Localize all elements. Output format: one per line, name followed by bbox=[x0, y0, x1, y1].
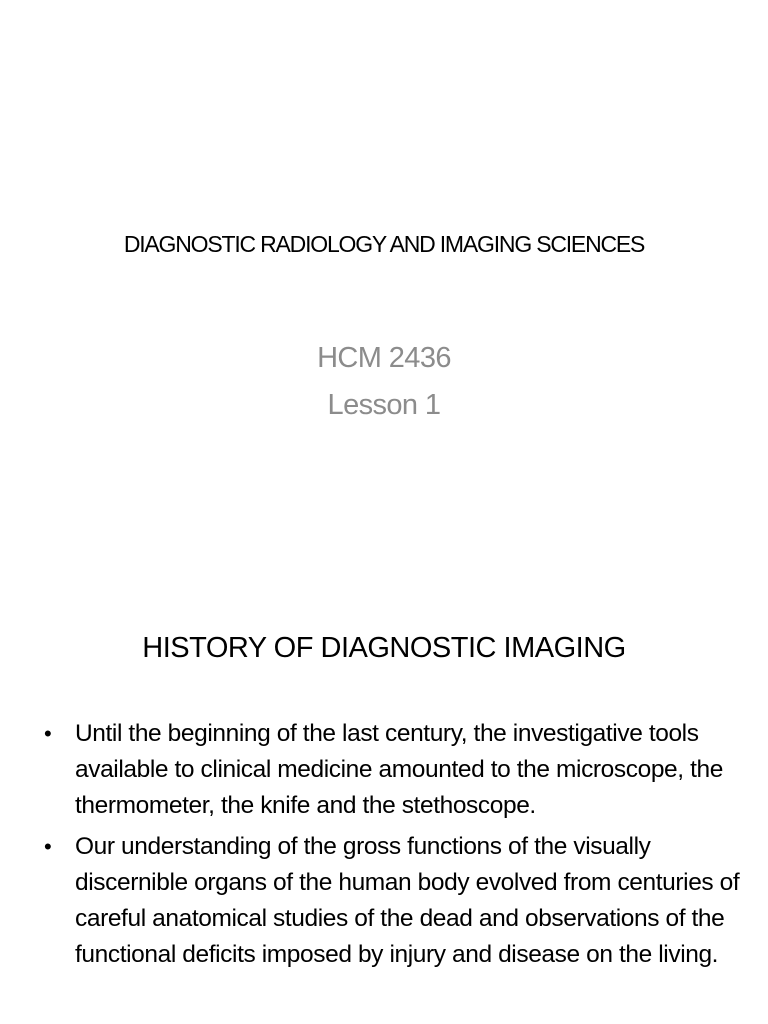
bullet-list bbox=[40, 716, 740, 978]
bullet-text: Our understanding of the gross functions of the visually discernible organs of the human body evolved from centuries of careful anatomical studies of the dead and observations of the functional deficits imposed by injury and disease on the living. bbox=[75, 833, 740, 968]
course-code: HCM 2436 bbox=[317, 342, 451, 374]
content-slide bbox=[0, 576, 768, 1024]
section-title: HISTORY OF DIAGNOSTIC IMAGING bbox=[142, 632, 626, 664]
bullet-icon: • bbox=[44, 721, 52, 746]
list-item bbox=[40, 716, 740, 824]
bullet-icon: • bbox=[44, 834, 52, 859]
list-item bbox=[40, 829, 740, 973]
main-title: DIAGNOSTIC RADIOLOGY AND IMAGING SCIENCES bbox=[123, 231, 645, 257]
bullet-text: Until the beginning of the last century, the investigative tools available to clinical medicine amounted to the microscope, the thermometer, the knife and the stethoscope. bbox=[75, 720, 723, 819]
lesson-number: Lesson 1 bbox=[327, 389, 441, 421]
subtitle bbox=[0, 335, 768, 429]
